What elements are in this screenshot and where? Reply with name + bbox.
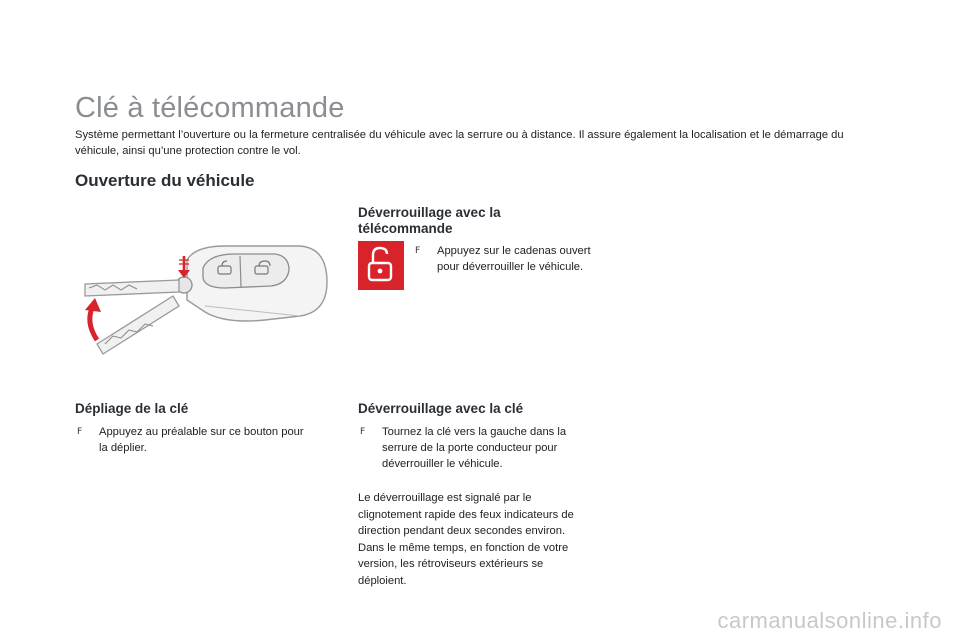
unlock-remote-heading	[358, 205, 501, 237]
unlock-remote-heading-line2: télécommande	[358, 221, 453, 236]
note-line: déploient.	[358, 574, 407, 587]
note-line: direction pendant deux secondes environ.	[358, 525, 566, 537]
unlock-key-note	[358, 490, 574, 589]
bullet-marker: F	[77, 427, 83, 437]
unlock-remote-text-line2: pour déverrouiller le véhicule.	[437, 261, 584, 273]
note-line: version, les rétroviseurs extérieurs se	[358, 558, 544, 570]
unlock-key-bullet	[360, 424, 566, 472]
unlock-remote-text-line1: Appuyez sur le cadenas ouvert	[437, 245, 591, 257]
unlock-key-text-line2: serrure de la porte conducteur pour	[382, 442, 558, 454]
open-padlock-icon	[358, 241, 404, 290]
unlock-remote-bullet	[415, 243, 591, 275]
unlock-key-heading: Déverrouillage avec la clé	[358, 401, 524, 416]
watermark: carmanualsonline.info	[717, 608, 942, 633]
page-title: Clé à télécommande	[75, 92, 345, 124]
unfold-key-heading: Dépliage de la clé	[75, 401, 189, 416]
remote-key-icon	[75, 240, 335, 360]
intro-text: Système permettant l’ouverture ou la fermeture centralisée du véhicule avec la serrure ou à distance. Il assure également la localisation et le démarrage du véhicule, ainsi qu’une protection contre le vol.	[75, 129, 844, 157]
unfold-key-text-line1: Appuyez au préalable sur ce bouton pour	[99, 426, 304, 438]
bullet-marker: F	[415, 246, 421, 256]
unlock-key-text-line1: Tournez la clé vers la gauche dans la	[382, 426, 567, 438]
unlock-key-text-line3: déverrouiller le véhicule.	[382, 458, 503, 470]
unlock-remote-heading-line1: Déverrouillage avec la	[358, 205, 501, 220]
note-line: clignotement rapide des feux indicateurs de	[358, 508, 574, 521]
remote-key-illustration	[75, 240, 335, 365]
unfold-key-text-line2: la déplier.	[99, 442, 147, 454]
note-line: Le déverrouillage est signalé par le	[358, 492, 532, 504]
bullet-marker: F	[360, 427, 366, 437]
unfold-key-bullet	[77, 424, 304, 456]
note-line: Dans le même temps, en fonction de votre	[358, 541, 569, 554]
section-heading: Ouverture du véhicule	[75, 171, 255, 190]
